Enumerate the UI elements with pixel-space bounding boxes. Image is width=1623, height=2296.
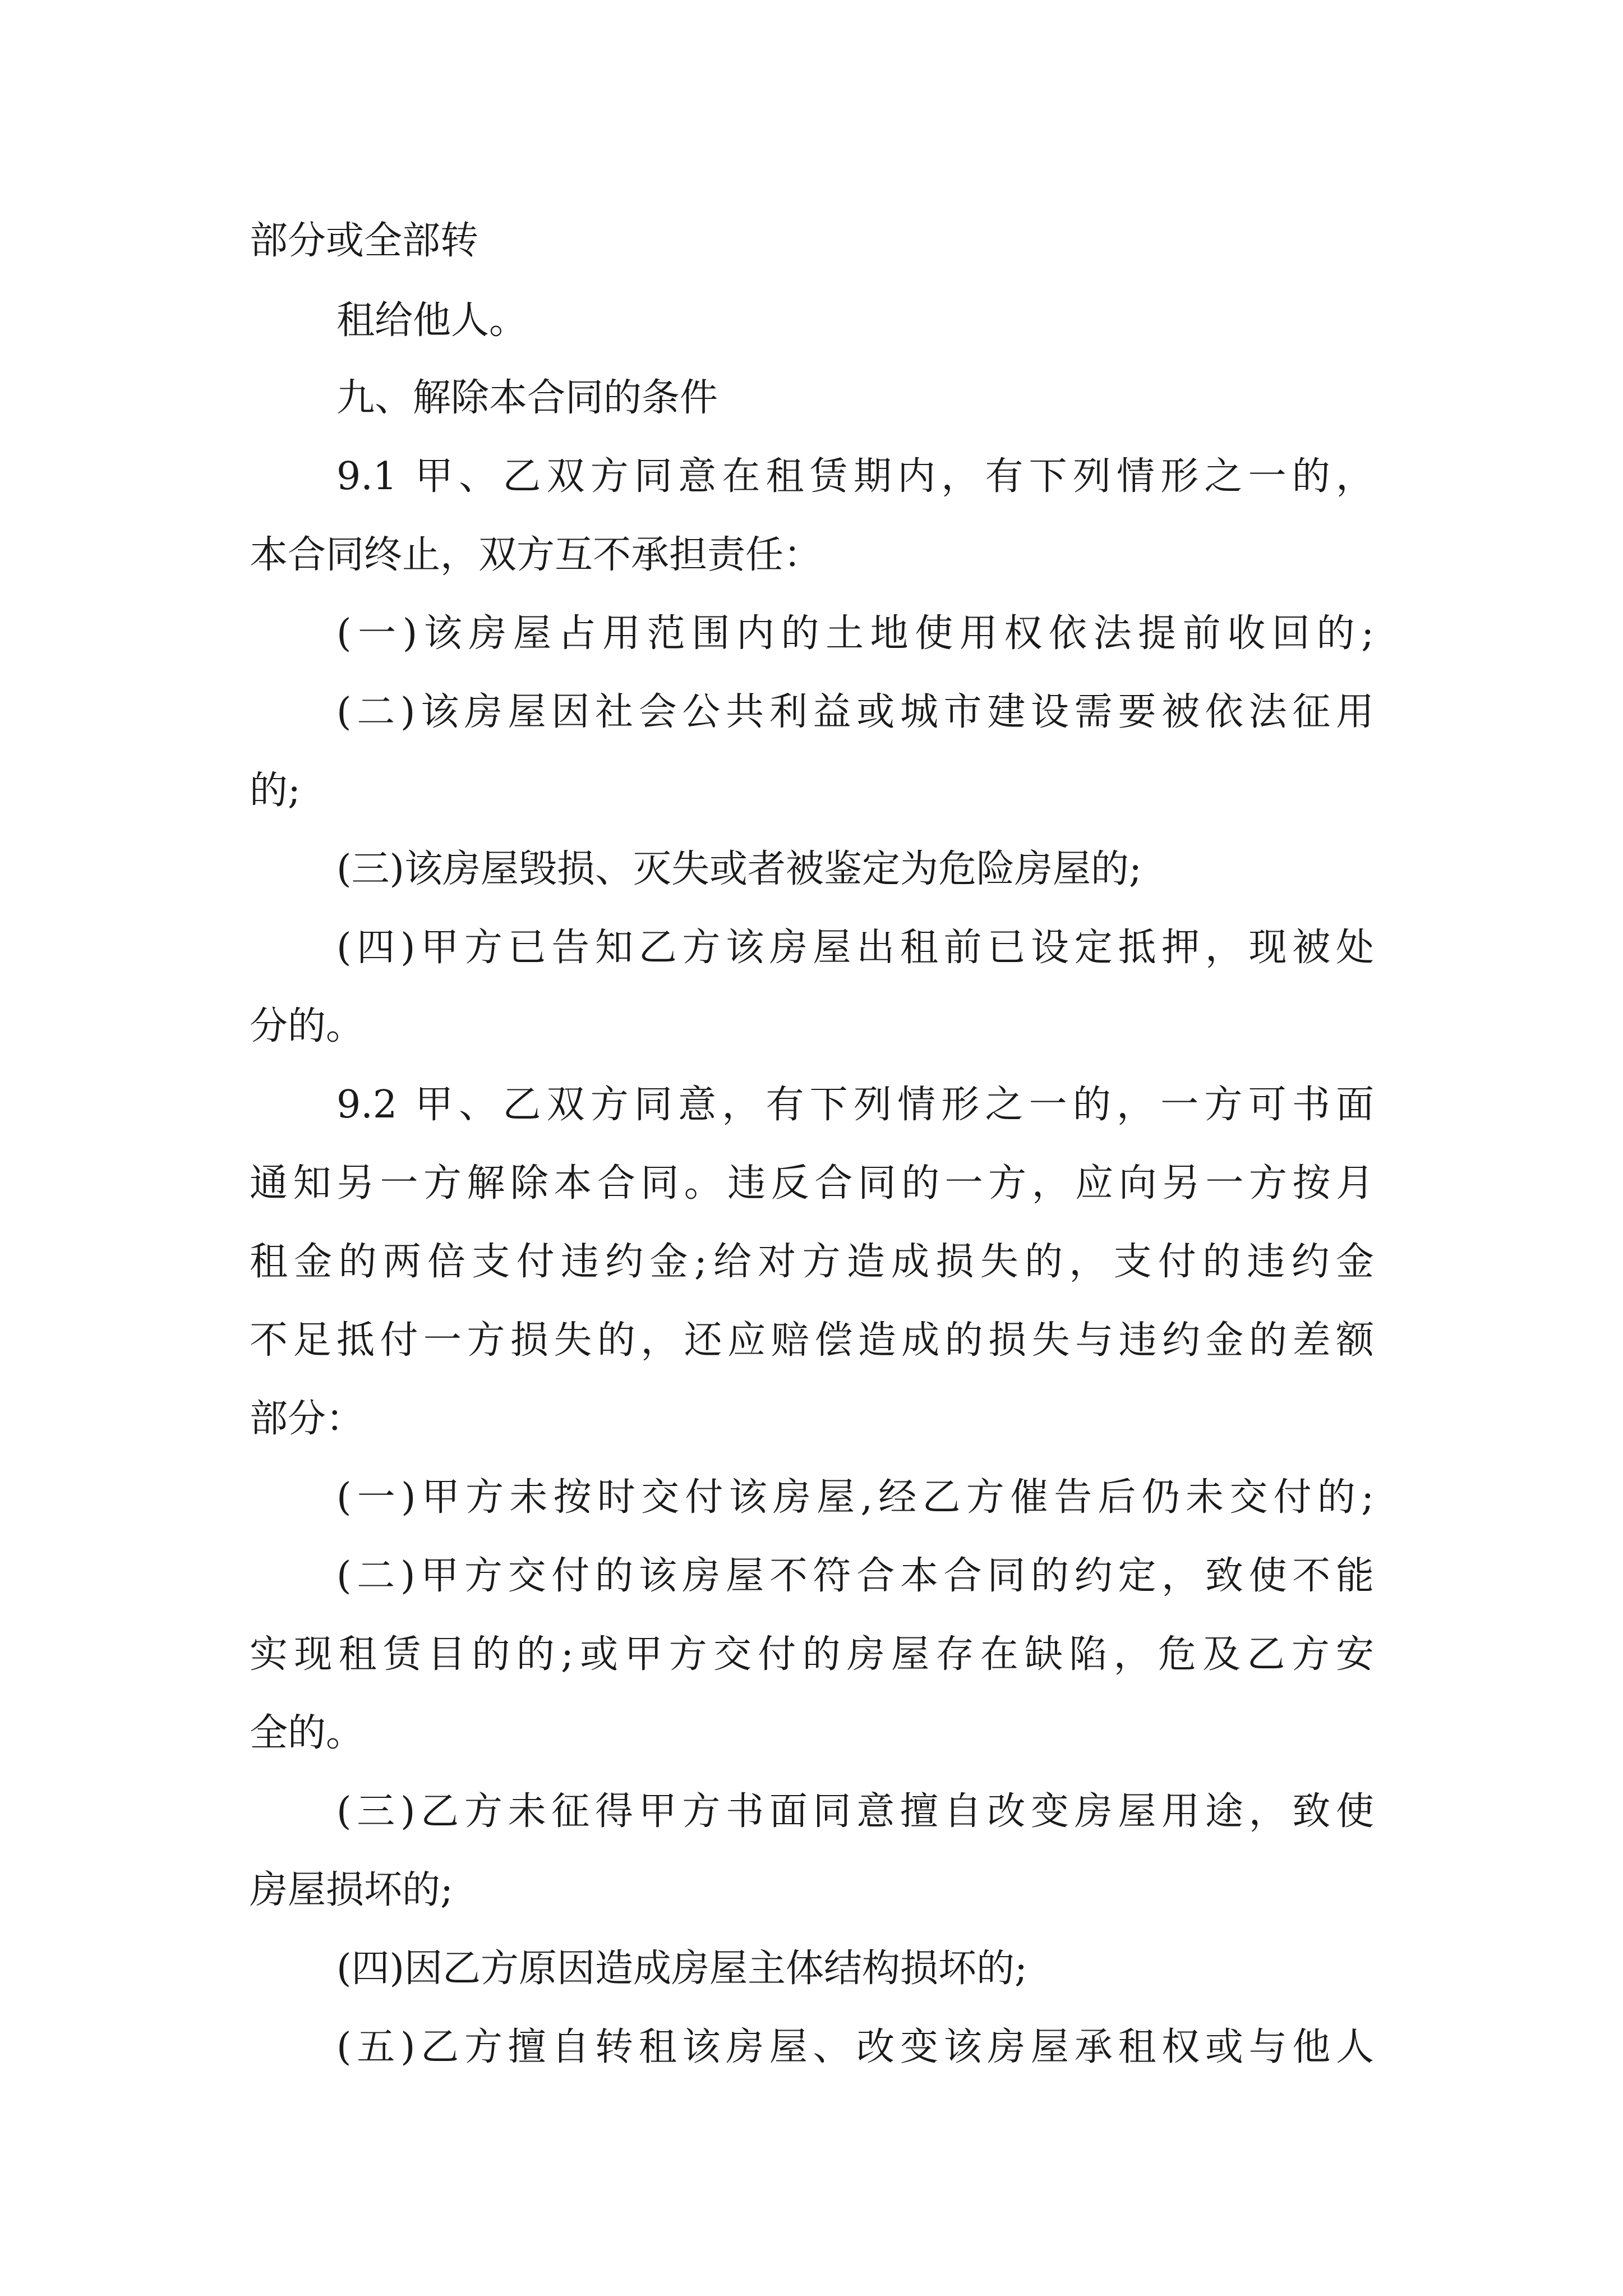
list-item: (一)甲方未按时交付该房屋,经乙方催告后仍未交付的; [336,1475,1374,1520]
text-line: 的; [250,769,301,813]
text-line: 不足抵付一方损失的，还应赔偿造成的损失与违约金的差额 [250,1318,1374,1363]
text-line: 实现租赁目的的;或甲方交付的房屋存在缺陷，危及乙方安 [250,1632,1374,1677]
text-line: 部分： [250,1397,365,1441]
list-item: (五)乙方擅自转租该房屋、改变该房屋承租权或与他人 [336,2025,1374,2069]
text-line: 租给他人。 [336,298,528,343]
list-item: (三)该房屋毁损、灭失或者被鉴定为危险房屋的; [336,847,1142,891]
text-line: 房屋损坏的; [250,1868,453,1912]
list-item: (二)甲方交付的该房屋不符合本合同的约定，致使不能 [336,1554,1374,1598]
clause-9-2: 9.2 甲、乙双方同意，有下列情形之一的，一方可书面 [336,1083,1374,1127]
text-line: 全的。 [250,1711,365,1755]
text-line: 通知另一方解除本合同。违反合同的一方，应向另一方按月 [250,1161,1374,1205]
list-item: (四)因乙方原因造成房屋主体结构损坏的; [336,1947,1027,1991]
section-heading: 九、解除本合同的条件 [336,376,718,420]
text-line: 部分或全部转 [250,219,479,263]
text-line: 本合同终止，双方互不承担责任： [250,533,822,577]
text-line: 分的。 [250,1004,365,1048]
list-item: (一)该房屋占用范围内的土地使用权依法提前收回的; [336,611,1374,656]
list-item: (二)该房屋因社会公共利益或城市建设需要被依法征用 [336,690,1374,734]
clause-9-1: 9.1 甲、乙双方同意在租赁期内，有下列情形之一的， [336,454,1374,499]
text-line: 租金的两倍支付违约金;给对方造成损失的，支付的违约金 [250,1240,1374,1284]
list-item: (四)甲方已告知乙方该房屋出租前已设定抵押，现被处 [336,926,1374,970]
list-item: (三)乙方未征得甲方书面同意擅自改变房屋用途，致使 [336,1789,1374,1834]
